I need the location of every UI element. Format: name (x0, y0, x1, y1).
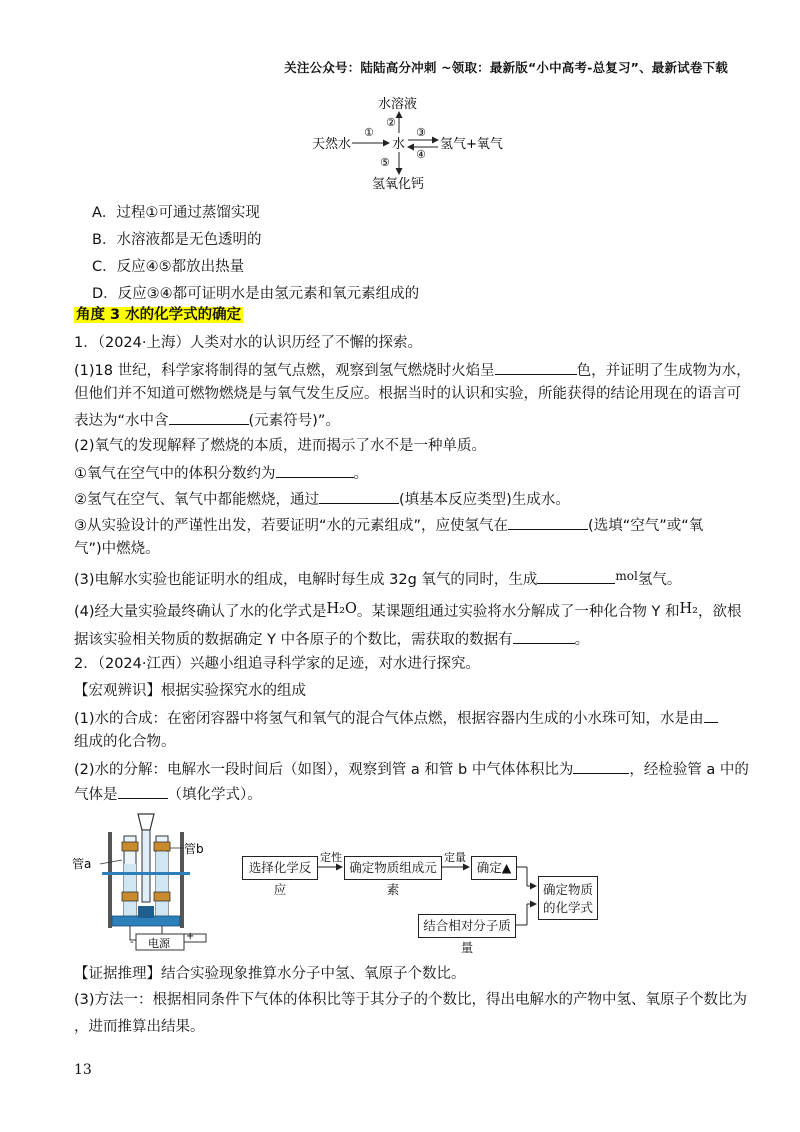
q1-stem: 1．（2024·上海）人类对水的认识历经了不懈的探索。 (74, 335, 422, 351)
label-top: 水溶液 (378, 97, 418, 112)
tube-b-label: 管b (184, 842, 204, 856)
num-3: ③ (416, 126, 426, 139)
blank-element-symbol[interactable] (169, 409, 249, 425)
option-a: A．过程①可通过蒸馏实现 (92, 205, 260, 221)
tube-a-label: 管a (72, 857, 92, 871)
label-bottom: 氢氧化钙 (372, 177, 425, 192)
num-1: ① (364, 126, 374, 139)
blank-gas-formula[interactable] (118, 783, 168, 799)
power-label: 电源 (148, 937, 170, 950)
flow-arrow-label-quantitative: 定量 (444, 851, 466, 864)
label-center: 水 (392, 137, 406, 152)
q1-part3: (3)电解水实验也能证明水的组成，电解时每生成 32g 氧气的同时，生成 $^{mol}$氢气。 (74, 569, 682, 588)
water-conversion-diagram (300, 92, 520, 192)
q1-part4: (4)经大量实验最终确认了水的化学式是H₂O。某课题组通过实验将水分解成了一种化合物 Y 和H₂，欲根 (74, 601, 742, 620)
q1-part4-cont: 据该实验相关物质的数据确定 Y 中各原子的个数比，需获取的数据有 。 (74, 628, 589, 650)
blank-volume-fraction[interactable] (276, 462, 354, 478)
q1-part2-1: ①氧气在空气中的体积分数约为 。 (74, 462, 368, 484)
q1-part2: (2)氧气的发现解释了燃烧的本质，进而揭示了水不是一种单质。 (74, 438, 487, 454)
section-title: 角度 3 水的化学式的确定 (76, 307, 242, 323)
q2-part2: (2)水的分解：电解水一段时间后（如图），观察到管 a 和管 b 中气体体积比为 ，经检验管 a 中的 (74, 758, 749, 780)
blank-reaction-type[interactable] (319, 488, 399, 504)
q2-part2-cont: 气体是 （填化学式）。 (74, 783, 262, 805)
blank-composition[interactable] (704, 707, 718, 723)
q2-zhengju: 【证据推理】结合实验现象推算水分子中氢、氧原子个数比。 (74, 966, 466, 982)
blank-mol-hydrogen[interactable] (537, 568, 615, 584)
q1-part1-line3: 表达为“水中含 (元素符号)”。 (74, 409, 340, 431)
option-d: D．反应③④都可证明水是由氢元素和氧元素组成的 (92, 286, 420, 302)
q2-part1: (1)水的合成：在密闭容器中将氢气和氧气的混合气体点燃，根据容器内生成的小水珠可知，水是由 (74, 707, 718, 729)
flow-arrow-label-qualitative: 定性 (320, 851, 342, 864)
num-2: ② (386, 116, 396, 129)
num-5: ⑤ (380, 156, 390, 169)
q1-part1-line1: (1)18 世纪，科学家将制得的氢气点燃，观察到氢气燃烧时火焰呈 色，并证明了生成物为水， (74, 359, 751, 381)
flow-box-determine-elements: 确定物质组成元素 (344, 856, 442, 880)
q2-part1-cont: 组成的化合物。 (74, 734, 176, 750)
blank-air-or-oxygen[interactable] (508, 514, 588, 530)
label-left: 天然水 (312, 137, 352, 152)
blank-data-needed[interactable] (513, 628, 575, 644)
option-b: B．水溶液都是无色透明的 (92, 232, 262, 248)
flow-box-determine-triangle: 确定▲ (471, 856, 517, 880)
flow-box-determine-formula: 确定物质的化学式 (538, 876, 598, 920)
page-header: 关注公众号：陆陆高分冲刺 ~领取：最新版“小中高考-总复习”、最新试卷下载 (284, 60, 728, 75)
page-number: 13 (74, 1062, 92, 1078)
power-minus: - (130, 937, 134, 948)
power-plus: + (186, 931, 195, 942)
num-4: ④ (416, 148, 426, 161)
flow-box-select-reaction: 选择化学反应 (242, 856, 318, 880)
q2-part3-cont: ，进而推算出结果。 (74, 1019, 205, 1035)
q1-part2-3: ③从实验设计的严谨性出发，若要证明“水的元素组成”，应使氢气在 (选填“空气”或“氧 (74, 514, 703, 536)
blank-volume-ratio[interactable] (573, 758, 629, 774)
q2-stem: 2．（2024·江西）兴趣小组追寻科学家的足迹，对水进行探究。 (74, 656, 480, 672)
flow-box-relative-mass: 结合相对分子质量 (418, 914, 516, 938)
q2-part3: (3)方法一：根据相同条件下气体的体积比等于其分子的个数比，得出电解水的产物中氢、氧原子个数比为 (74, 992, 748, 1008)
q1-part2-3-cont: 气”)中燃烧。 (74, 541, 160, 557)
flow-arrows (230, 840, 610, 950)
blank-flame-color[interactable] (495, 359, 577, 375)
q2-hongguan: 【宏观辨识】根据实验探究水的组成 (74, 683, 306, 699)
option-c: C．反应④⑤都放出热量 (92, 259, 245, 275)
label-right: 氢气+氧气 (440, 137, 503, 152)
q1-part2-2: ②氢气在空气、氧气中都能燃烧，通过 (填基本反应类型)生成水。 (74, 488, 570, 510)
q1-part1-line2: 但他们并不知道可燃物燃烧是与氧气发生反应。根据当时的认识和实验，所能获得的结论用现在的语言可 (74, 386, 741, 402)
electrolysis-apparatus (72, 808, 222, 956)
